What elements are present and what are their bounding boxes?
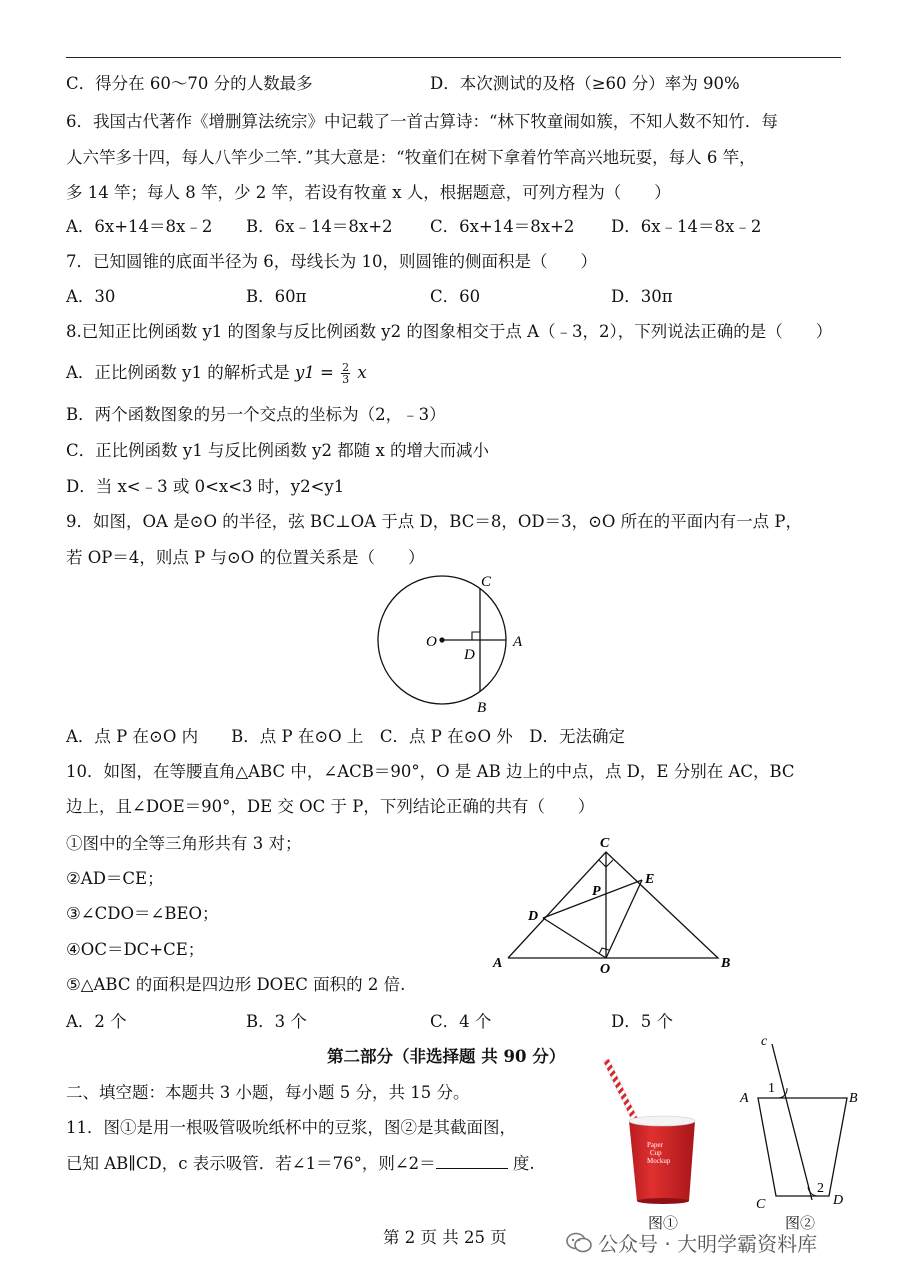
label-angle-1: 1 (768, 1081, 775, 1096)
q10-statement-2: ②AD＝CE； (66, 869, 164, 888)
q6-option-d: D．6x﹣14＝8x﹣2 (611, 217, 762, 236)
q10-line1: 10．如图，在等腰直角△ABC 中，∠ACB＝90°，O 是 AB 边上的中点，点 D，E 分别在 AC，BC (66, 762, 795, 781)
q8-option-b: B．两个函数图象的另一个交点的坐标为（2，﹣3） (66, 405, 446, 424)
label-c-line: c (761, 1034, 768, 1049)
q7-stem: 7．已知圆锥的底面半径为 6，母线长为 10，则圆锥的侧面积是（ ） (66, 252, 597, 271)
center-point (439, 637, 444, 642)
label-a: A (493, 956, 503, 971)
label-b: B (721, 956, 731, 971)
q11-line1: 11．图①是用一根吸管吸吮纸杯中的豆浆，图②是其截面图， (66, 1118, 516, 1137)
label-c: C (481, 574, 492, 590)
straw-icon (603, 1059, 641, 1127)
q10-option-b: B．3 个 (246, 1012, 307, 1031)
cup-trapezoid (758, 1098, 847, 1196)
label-o: O (426, 634, 437, 650)
q7-option-c: C．60 (430, 287, 481, 306)
q11-line2-text: 已知 AB∥CD，c 表示吸管．若∠1＝76°，则∠2＝ (66, 1154, 436, 1173)
label-d: D (528, 909, 539, 924)
fraction-numerator: 2 (342, 361, 350, 374)
part2-title: 第二部分（非选择题 共 90 分） (327, 1047, 566, 1066)
q6-line1: 6．我国古代著作《增删算法统宗》中记载了一首古算诗：“林下牧童闹如簇，不知人数不知竹．每 (66, 112, 778, 131)
label-a: A (740, 1091, 749, 1106)
label-d: D (833, 1193, 844, 1208)
label-o: O (600, 962, 611, 975)
cup-text-1: Paper (647, 1141, 663, 1149)
q5-option-d: D．本次测试的及格（≥60 分）率为 90% (430, 74, 740, 93)
label-angle-2: 2 (817, 1181, 824, 1196)
answer-blank[interactable] (436, 1154, 508, 1169)
q10-statement-3: ③∠CDO＝∠BEO； (66, 904, 219, 923)
label-e: E (645, 872, 655, 887)
cross-section-diagram (732, 1030, 867, 1212)
label-c: C (600, 836, 610, 851)
q11-line2-unit: 度. (512, 1154, 535, 1173)
q10-statement-1: ①图中的全等三角形共有 3 对； (66, 834, 302, 853)
fig1-caption: 图① (648, 1214, 679, 1232)
label-d: D (464, 647, 475, 663)
q10-statement-4: ④OC＝DC+CE； (66, 940, 205, 959)
wechat-icon (566, 1232, 592, 1254)
q9-options: A．点 P 在⊙O 内 B．点 P 在⊙O 上 C．点 P 在⊙O 外 D．无法确定 (66, 727, 625, 746)
q10-line2: 边上，且∠DOE＝90°，DE 交 OC 于 P，下列结论正确的共有（ ） (66, 797, 595, 816)
q6-line2: 人六竿多十四，每人八竿少二竿．”其大意是：“牧童们在树下拿着竹竿高兴地玩耍，每人 6 竿， (66, 148, 756, 167)
q8-stem: 8.已知正比例函数 y1 的图象与反比例函数 y2 的图象相交于点 A（﹣3，2），下列说法正确的是（ ） (66, 322, 833, 341)
cup-text-3: Mockup (647, 1157, 671, 1165)
section-heading: 二、填空题：本题共 3 小题，每小题 5 分，共 15 分。 (66, 1083, 470, 1102)
q8-option-a-var: x (357, 363, 367, 382)
q7-option-b: B．60π (246, 287, 307, 306)
fig2-caption: 图② (785, 1214, 816, 1232)
q8-option-a (66, 362, 367, 385)
q11-line2 (66, 1154, 535, 1174)
q10-statement-5: ⑤△ABC 的面积是四边形 DOEC 面积的 2 倍. (66, 975, 406, 994)
straw-line-c (772, 1044, 812, 1200)
label-c-point: C (756, 1197, 766, 1212)
page-number: 第 2 页 共 25 页 (383, 1228, 507, 1247)
q8-option-c: C．正比例函数 y1 与反比例函数 y2 都随 x 的增大而减小 (66, 441, 490, 460)
q8-option-d: D．当 x<﹣3 或 0<x<3 时，y2<y1 (66, 477, 345, 496)
header-rule (66, 57, 841, 58)
right-angle-o (599, 948, 609, 954)
q8-option-a-fraction (341, 362, 350, 385)
label-p: P (592, 884, 601, 899)
q10-option-d: D．5 个 (611, 1012, 673, 1031)
fraction-denominator: 3 (342, 373, 350, 386)
q8-option-a-lhs: y1 = (294, 363, 334, 382)
label-a: A (513, 634, 523, 650)
segment-do (543, 918, 606, 958)
watermark (566, 1232, 817, 1256)
q6-option-b: B．6x﹣14＝8x+2 (246, 217, 393, 236)
triangle-diagram (488, 830, 738, 975)
q7-option-a: A．30 (66, 287, 116, 306)
label-b: B (477, 700, 487, 716)
q10-option-a: A．2 个 (66, 1012, 127, 1031)
q6-option-a: A．6x+14＝8x﹣2 (66, 217, 213, 236)
q9-line1: 9．如图，OA 是⊙O 的半径，弦 BC⊥OA 于点 D，BC＝8，OD＝3，⊙O 所在的平面内有一点 P， (66, 512, 803, 531)
watermark-text: 公众号 · 大明学霸资料库 (598, 1232, 818, 1256)
q8-option-a-text: A．正比例函数 y1 的解析式是 (66, 363, 290, 382)
label-b: B (849, 1091, 858, 1106)
right-angle-mark (472, 632, 480, 640)
circle-diagram (370, 568, 540, 718)
q6-line3: 多 14 竿；每人 8 竿，少 2 竿，若设有牧童 x 人，根据题意，可列方程为（ ） (66, 183, 671, 202)
cup-text-2: Cup (650, 1149, 662, 1157)
q6-option-c: C．6x+14＝8x+2 (430, 217, 575, 236)
q5-option-c: C．得分在 60～70 分的人数最多 (66, 74, 313, 93)
q7-option-d: D．30π (611, 287, 673, 306)
q10-option-c: C．4 个 (430, 1012, 492, 1031)
cup-photo (595, 1055, 715, 1215)
q9-line2: 若 OP＝4，则点 P 与⊙O 的位置关系是（ ） (66, 548, 425, 567)
